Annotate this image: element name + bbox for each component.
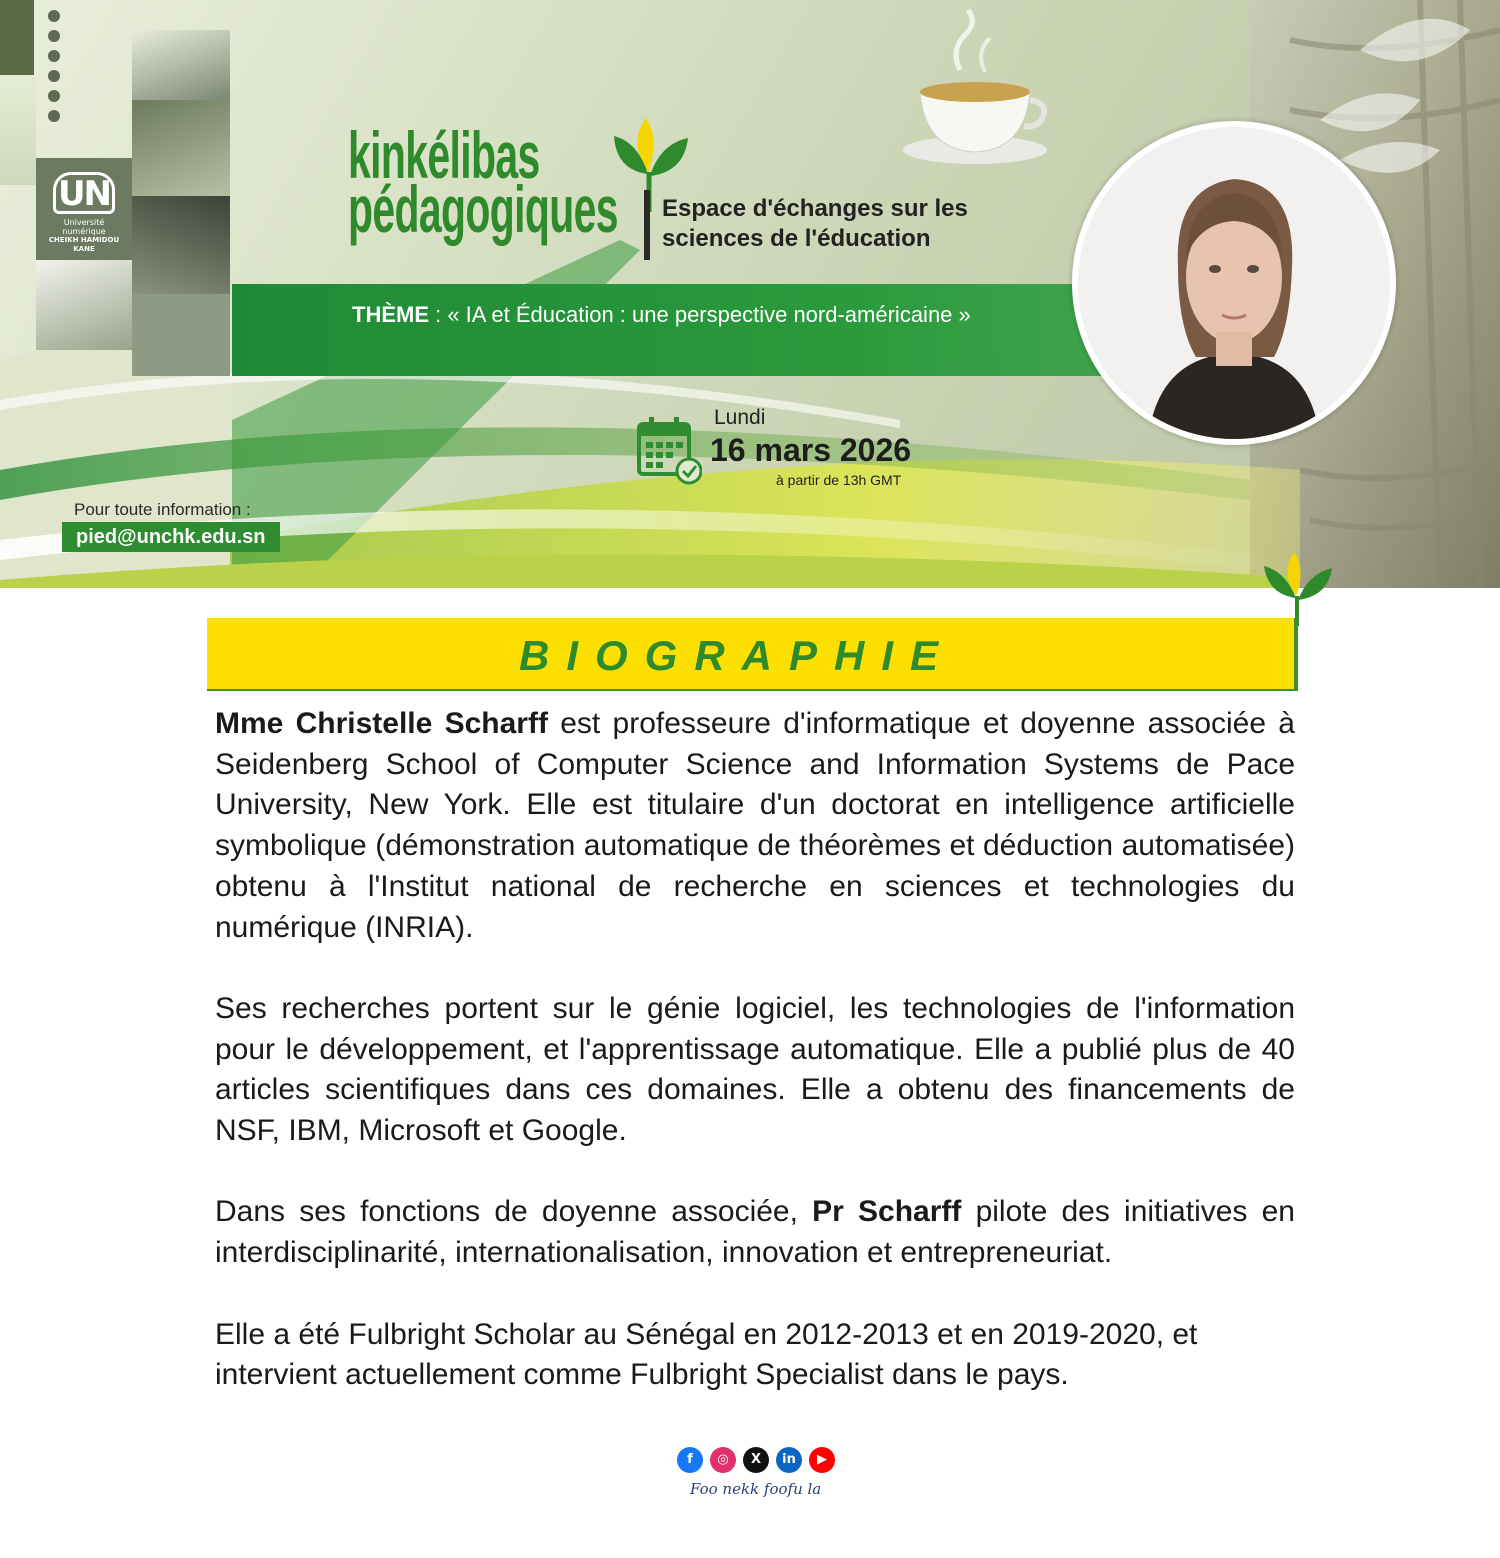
tulip-leaf-icon: [1258, 546, 1338, 626]
instagram-icon[interactable]: ◎: [710, 1447, 736, 1473]
un-logo-mark: UN: [53, 172, 115, 214]
calendar-icon: [636, 414, 702, 486]
tagline-line1: Espace d'échanges sur les: [662, 195, 968, 222]
photo-tile-classroom: [132, 30, 230, 100]
decor-tile: [0, 75, 36, 185]
speaker-name: Mme Christelle Scharff: [215, 707, 548, 740]
bio-paragraph: [215, 1192, 1295, 1273]
photo-tile-building: [36, 260, 132, 350]
decor-tile: [0, 0, 34, 75]
photo-tile-technology: [132, 196, 230, 294]
university-logo: [46, 172, 122, 254]
bio-paragraph-text: Dans ses fonctions de doyenne associée,: [215, 1195, 813, 1229]
x-icon[interactable]: X: [743, 1447, 769, 1473]
institution-line1: Université numérique: [62, 218, 106, 236]
date-main: 16 mars 2026: [710, 432, 912, 468]
bio-paragraph: [215, 704, 1295, 948]
date-day: Lundi: [714, 406, 766, 429]
bio-paragraph-text: est professeure d'informatique et doyenne associée à Seidenberg School of Computer Science and Information Systems de Pace University, New York. Elle est titulaire d'un doctorat en intelligence artificielle symbolique (démonstration automatique de théorèmes et déduction automatisée) obtenu à l'Institut national de recherche en sciences et technologies du numérique (INRIA).: [215, 707, 1295, 944]
tagline-line2: sciences de l'éducation: [662, 225, 931, 252]
speaker-photo: [1078, 127, 1390, 439]
speaker-short-name: Pr Scharff: [812, 1195, 962, 1229]
biography-title: BIOGRAPHIE: [518, 632, 956, 679]
decorative-dots: [48, 10, 62, 130]
speaker-portrait: [1072, 121, 1396, 445]
bio-paragraph-text: Elle a été Fulbright Scholar au Sénégal en 2012-2013 et en 2019-2020, et intervient actuellement comme Fulbright Specialist dans le pays.: [215, 1317, 1198, 1392]
linkedin-icon[interactable]: in: [776, 1447, 802, 1473]
header-banner: [0, 0, 1500, 588]
theme-text: : « IA et Éducation : une perspective nord-américaine »: [429, 302, 971, 327]
brand-line2: pédagogiques: [348, 172, 618, 246]
bio-paragraph: [215, 989, 1295, 1152]
contact-email-link[interactable]: pied@unchk.edu.sn: [62, 522, 280, 552]
footer-slogan: Foo nekk foofu la: [690, 1480, 822, 1498]
youtube-icon[interactable]: ▶: [809, 1447, 835, 1473]
photo-tile-graduates: [132, 100, 230, 196]
theme-label: THÈME: [352, 302, 429, 327]
event-tagline: [662, 194, 968, 254]
social-links: [677, 1447, 835, 1473]
date-time: à partir de 13h GMT: [776, 472, 902, 488]
event-theme: [352, 298, 972, 331]
biography-text: [215, 704, 1295, 1437]
biography-header-accent: [1294, 618, 1298, 691]
brand-line1: kinkélibas: [348, 118, 540, 192]
contact-label: Pour toute information :: [74, 500, 251, 519]
decor-tile: [132, 294, 230, 376]
bio-paragraph-text: Ses recherches portent sur le génie logiciel, les technologies de l'information pour le développement, et l'apprentissage automatique. Elle a publié plus de 40 articles scientifiques dans ces domaines. Elle a obtenu des financements de NSF, IBM, Microsoft et Google.: [215, 991, 1295, 1148]
brand-divider: [644, 190, 650, 260]
facebook-icon[interactable]: f: [677, 1447, 703, 1473]
bio-paragraph-text: pilote des initiatives en interdisciplinarité, internationalisation, innovation et entrepreneuriat.: [215, 1195, 1295, 1270]
tea-cup-illustration: [903, 10, 1047, 164]
bio-paragraph: [215, 1315, 1295, 1396]
biography-header: [207, 618, 1297, 691]
institution-line2: CHEIKH HAMIDOU KANE: [48, 236, 120, 253]
